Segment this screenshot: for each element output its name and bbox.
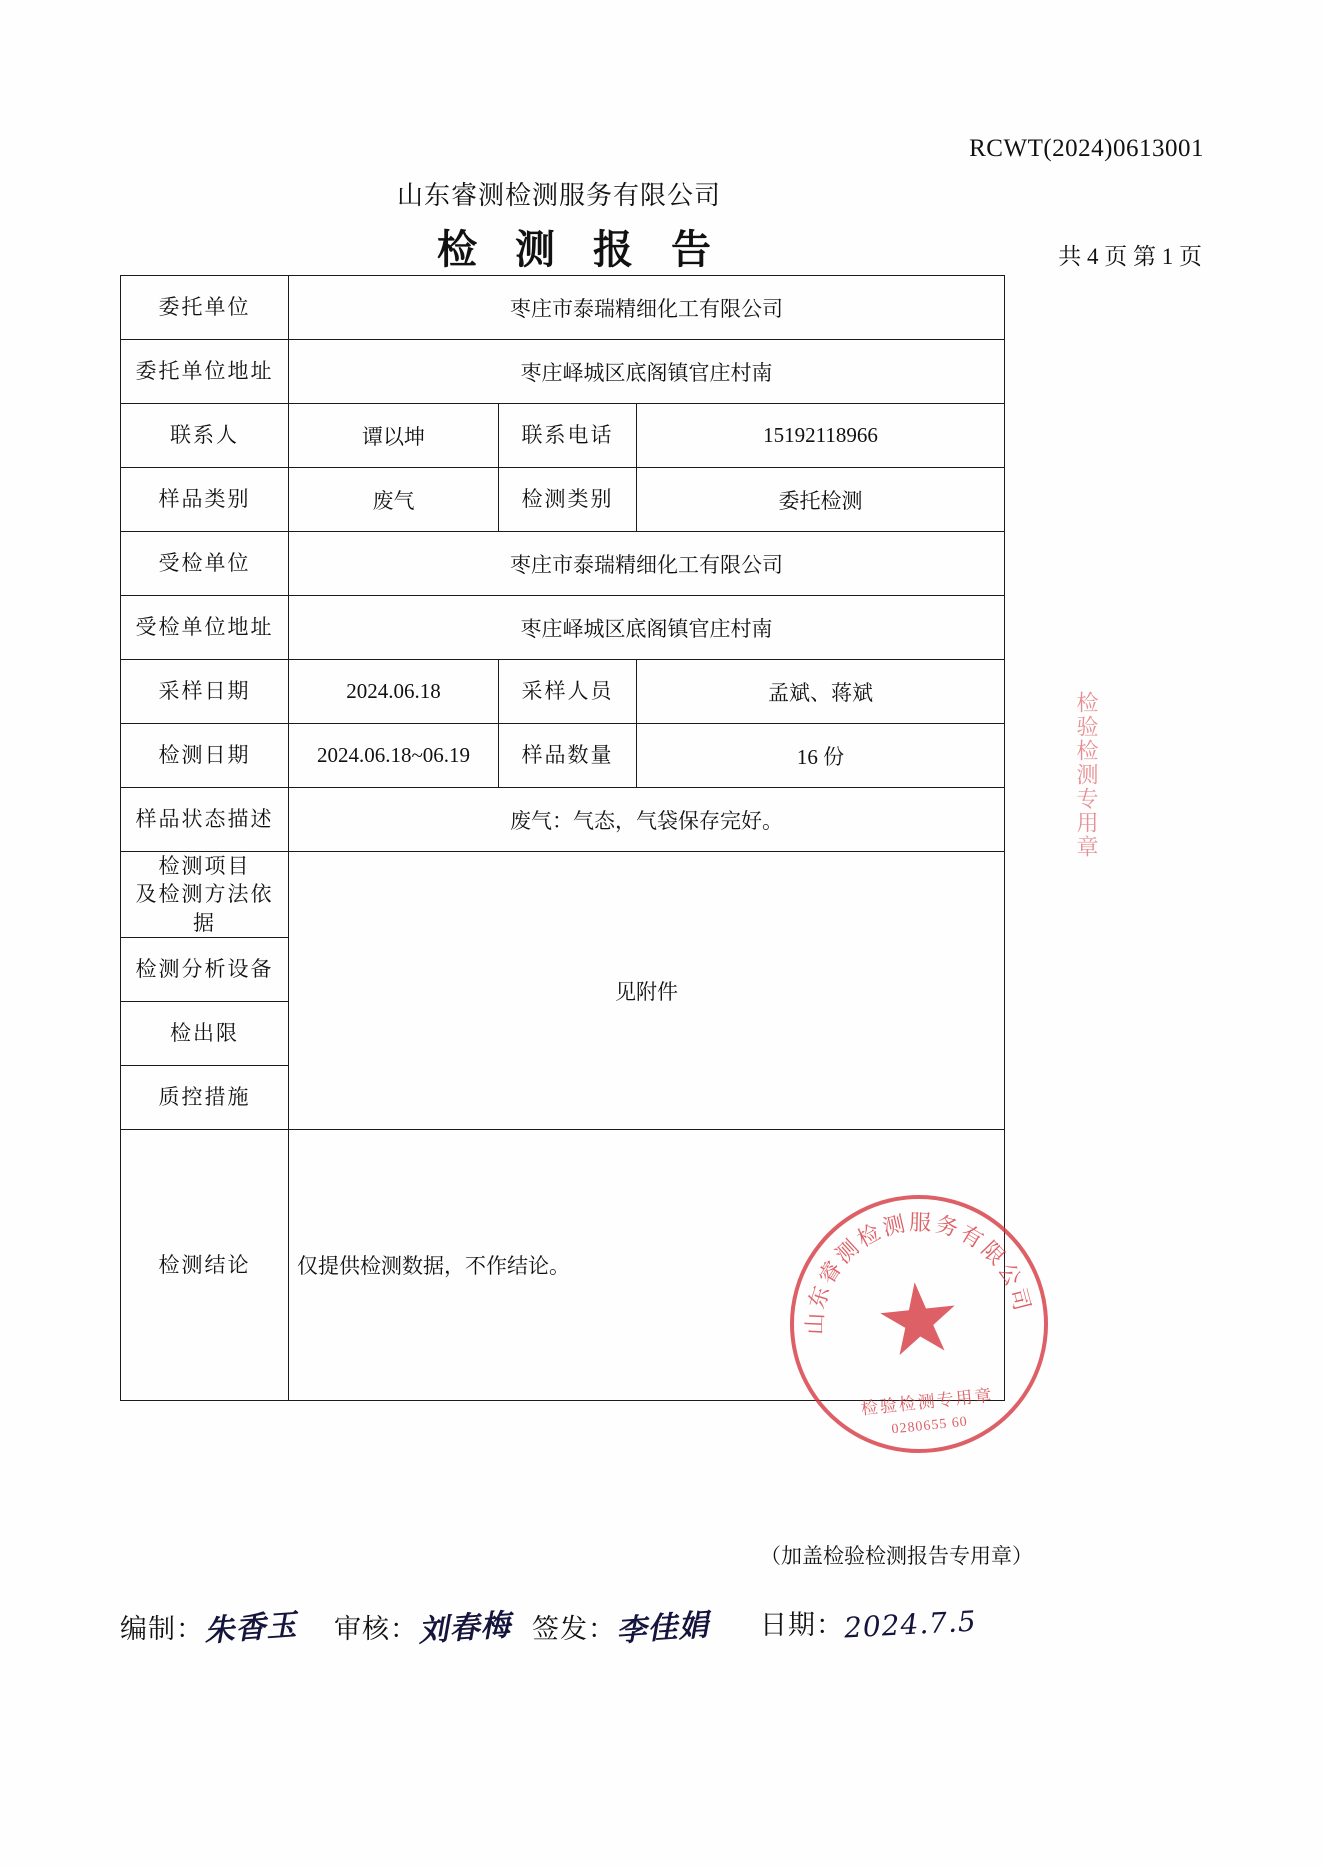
seal-number-text: 0280655 60 bbox=[890, 1414, 969, 1438]
row-label-inspected-address: 受检单位地址 bbox=[121, 596, 289, 660]
row-label-samplers: 采样人员 bbox=[499, 660, 637, 724]
row-value-test-date: 2024.06.18~06.19 bbox=[289, 724, 499, 788]
table-row bbox=[121, 532, 1005, 596]
row-value-client-address: 枣庄峄城区底阁镇官庄村南 bbox=[289, 340, 1005, 404]
date-label: 日期： bbox=[760, 1610, 844, 1640]
row-value-client: 枣庄市泰瑞精细化工有限公司 bbox=[289, 276, 1005, 340]
row-label-sample-count: 样品数量 bbox=[499, 724, 637, 788]
row-value-samplers: 孟斌、蒋斌 bbox=[637, 660, 1005, 724]
page-title: 检 测 报 告 bbox=[437, 227, 725, 272]
row-label-test-type: 检测类别 bbox=[499, 468, 637, 532]
row-label-equipment: 检测分析设备 bbox=[121, 938, 289, 1002]
date-value: 2024.7.5 bbox=[843, 1604, 978, 1645]
row-value-phone: 15192118966 bbox=[637, 404, 1005, 468]
row-label-test-date: 检测日期 bbox=[121, 724, 289, 788]
row-label-client: 委托单位 bbox=[121, 276, 289, 340]
test-items-line1: 检测项目 bbox=[158, 854, 251, 878]
row-label-phone: 联系电话 bbox=[499, 404, 637, 468]
seal-company-text: 山东睿测检测服务有限公司 bbox=[801, 1209, 1036, 1336]
row-value-contact: 谭以坤 bbox=[289, 404, 499, 468]
compiler-field bbox=[120, 1603, 299, 1650]
row-label-detection-limit: 检出限 bbox=[121, 1002, 289, 1066]
row-value-test-type: 委托检测 bbox=[637, 468, 1005, 532]
reviewer-field bbox=[334, 1603, 513, 1650]
document-number: RCWT(2024)0613001 bbox=[969, 135, 1204, 162]
table-row bbox=[121, 1130, 1005, 1401]
row-value-sampling-date: 2024.06.18 bbox=[289, 660, 499, 724]
company-name: 山东睿测检测服务有限公司 bbox=[397, 181, 722, 210]
table-row bbox=[121, 852, 1005, 938]
row-value-inspected-address: 枣庄峄城区底阁镇官庄村南 bbox=[289, 596, 1005, 660]
row-label-sample-type: 样品类别 bbox=[121, 468, 289, 532]
issuer-field bbox=[532, 1603, 711, 1650]
date-field bbox=[760, 1603, 978, 1645]
table-row bbox=[121, 276, 1005, 340]
reviewer-signature: 刘春梅 bbox=[417, 1607, 513, 1650]
table-row bbox=[121, 340, 1005, 404]
report-table bbox=[120, 275, 1005, 1401]
row-label-inspected-unit: 受检单位 bbox=[121, 532, 289, 596]
row-label-sampling-date: 采样日期 bbox=[121, 660, 289, 724]
row-label-contact: 联系人 bbox=[121, 404, 289, 468]
issuer-signature: 李佳娟 bbox=[615, 1607, 711, 1650]
table-row bbox=[121, 724, 1005, 788]
row-value-sample-condition: 废气：气态，气袋保存完好。 bbox=[289, 788, 1005, 852]
compiler-label: 编制： bbox=[120, 1614, 204, 1644]
seal-bottom-text: 检验检测专用章 bbox=[860, 1385, 995, 1419]
table-row bbox=[121, 468, 1005, 532]
row-label-test-items bbox=[121, 852, 289, 938]
row-label-client-address: 委托单位地址 bbox=[121, 340, 289, 404]
row-value-inspected-unit: 枣庄市泰瑞精细化工有限公司 bbox=[289, 532, 1005, 596]
table-row bbox=[121, 596, 1005, 660]
test-items-line2: 及检测方法依据 bbox=[135, 882, 274, 935]
attachment-value: 见附件 bbox=[289, 852, 1005, 1130]
page-count: 共 4 页 第 1 页 bbox=[1058, 244, 1202, 269]
row-label-conclusion: 检测结论 bbox=[121, 1130, 289, 1401]
row-value-sample-count: 16 份 bbox=[637, 724, 1005, 788]
compiler-signature: 朱香玉 bbox=[203, 1607, 299, 1650]
table-row bbox=[121, 404, 1005, 468]
seal-note: （加盖检验检测报告专用章） bbox=[760, 1544, 1033, 1568]
row-value-conclusion: 仅提供检测数据，不作结论。 bbox=[289, 1130, 1005, 1401]
reviewer-label: 审核： bbox=[334, 1614, 418, 1644]
row-value-sample-type: 废气 bbox=[289, 468, 499, 532]
signature-footer bbox=[120, 1595, 1010, 1665]
table-row bbox=[121, 660, 1005, 724]
row-label-sample-condition: 样品状态描述 bbox=[121, 788, 289, 852]
table-row bbox=[121, 788, 1005, 852]
side-seal-stamp: 检验检测专用章 bbox=[1074, 691, 1099, 859]
issuer-label: 签发： bbox=[532, 1614, 616, 1644]
row-label-quality-control: 质控措施 bbox=[121, 1066, 289, 1130]
